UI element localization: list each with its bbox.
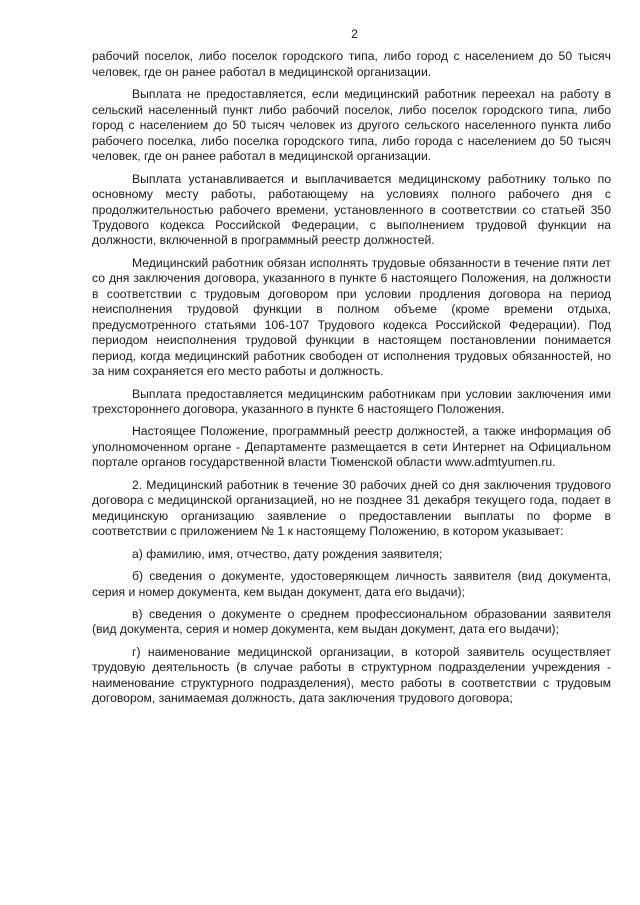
paragraph-publication: Настоящее Положение, программный реестр должностей, а также информация об уполномоченном органе - Департаменте размещается в сети Интернет на Официальном портале органов государственной власти Тюменской области www.admtyumen.ru. bbox=[92, 424, 611, 470]
list-item-v: в) сведения о документе о среднем профессиональном образовании заявителя (вид документа, серия и номер документа, кем выдан документ, дата его выдачи); bbox=[92, 606, 611, 637]
page-number: 2 bbox=[351, 27, 358, 41]
paragraph-payment-conditions: Выплата устанавливается и выплачивается медицинскому работнику только по основному месту работы, работающему на условиях полного рабочего дня с продолжительностью рабочего времени, установленного в соответствии со статьей 350 Трудового кодекса Российской Федерации, с выполнением трудовой функции на должности, включенной в программный реестр должностей. bbox=[92, 171, 611, 248]
paragraph-application-item-2: 2. Медицинский работник в течение 30 рабочих дней со дня заключения трудового договора с медицинской организацией, но не позднее 31 декабря текущего года, подает в медицинскую организацию заявление о предоставлении выплаты по форме в соответствии с приложением № 1 к настоящему Положению, в котором указывает: bbox=[92, 477, 611, 539]
list-item-a: а) фамилию, имя, отчество, дату рождения заявителя; bbox=[132, 546, 443, 561]
paragraph-tripartite-agreement: Выплата предоставляется медицинским работникам при условии заключения ими трехстороннего договора, указанного в пункте 6 настоящего Положения. bbox=[92, 386, 611, 416]
paragraph-continuation: рабочий поселок, либо поселок городского типа, либо город с населением до 50 тысяч человек, где он ранее работал в медицинской организации. bbox=[92, 49, 611, 79]
paragraph-relocation-exclusion: Выплата не предоставляется, если медицинский работник переехал на работу в сельский населенный пункт либо рабочий поселок, либо поселок городского типа, либо город с населением до 50 тысяч человек из другого сельского населенного пункта либо рабочего поселка, либо поселка городского типа, либо города с населением до 50 тысяч человек, где он ранее работал в медицинской организации. bbox=[92, 87, 611, 164]
paragraph-employee-obligations: Медицинский работник обязан исполнять трудовые обязанности в течение пяти лет со дня заключения договора, указанного в пункте 6 настоящего Положения, на должности в соответствии с трудовым договором при условии продления договора на период неисполнения трудовой функции в полном объеме (кроме времени отдыха, предусмотренного статьями 106-107 Трудового кодекса Российской Федерации). Под периодом неисполнения трудовой функции в настоящем постановлении понимается период, когда медицинский работник свободен от исполнения трудовых обязанностей, но за ним сохраняется его место работы и должность. bbox=[92, 255, 611, 379]
list-item-g: г) наименование медицинской организации, в которой заявитель осуществляет трудовую деятельность (в случае работы в структурном подразделении учреждения - наименование структурного подразделения), место работы в соответствии с трудовым договором, занимаемая должность, дата заключения трудового договора; bbox=[92, 644, 611, 706]
list-item-b: б) сведения о документе, удостоверяющем личность заявителя (вид документа, серия и номер документа, кем выдан документ, дата его выдачи); bbox=[92, 569, 611, 599]
